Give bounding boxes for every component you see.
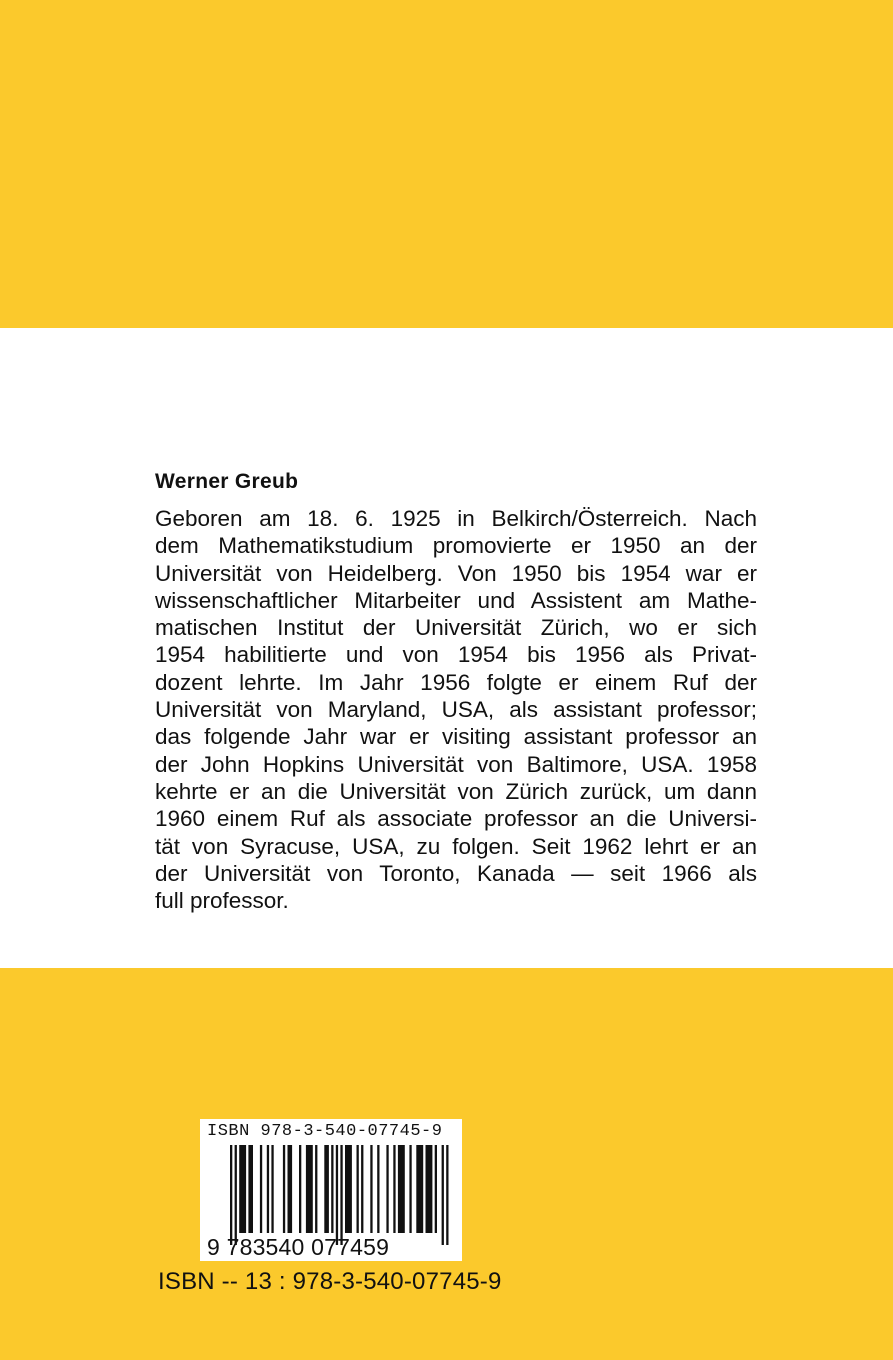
barcode-bar (288, 1145, 293, 1233)
bio-line: 1960 einem Ruf als associate professor an die Universi- (155, 806, 757, 832)
barcode-bar (426, 1145, 433, 1233)
bio-line: full professor. (155, 888, 289, 914)
barcode-bar (416, 1145, 423, 1233)
bio-line: Universität von Heidelberg. Von 1950 bis 1954 war er (155, 560, 757, 586)
isbn-barcode (200, 1119, 462, 1261)
bio-line: der Universität von Toronto, Kanada — seit 1966 als (155, 860, 757, 886)
barcode-bar (267, 1145, 269, 1233)
barcode-bar (315, 1145, 317, 1233)
barcode-bar (324, 1145, 329, 1233)
author-biography (155, 505, 757, 914)
barcode-bar (283, 1145, 285, 1233)
barcode-digits: 9 783540 077459 (207, 1234, 390, 1260)
barcode-bar (345, 1145, 352, 1233)
bio-line: tät von Syracuse, USA, zu folgen. Seit 1962 lehrt er an (155, 833, 757, 859)
barcode-bar (239, 1145, 246, 1233)
barcode-bar (331, 1145, 333, 1233)
bio-line: Universität von Maryland, USA, als assistant professor; (155, 697, 757, 723)
barcode-bar (235, 1145, 237, 1245)
barcode-bar (357, 1145, 359, 1233)
barcode-bar (442, 1145, 444, 1245)
bio-line: der John Hopkins Universität von Baltimore, USA. 1958 (155, 751, 757, 777)
bio-line: dozent lehrte. Im Jahr 1956 folgte er einem Ruf der (155, 669, 757, 695)
barcode-bar (260, 1145, 262, 1233)
author-name: Werner Greub (155, 470, 299, 493)
barcode-bar (386, 1145, 388, 1233)
barcode-bar (230, 1145, 232, 1245)
barcode-bar (299, 1145, 301, 1233)
barcode-bar (361, 1145, 363, 1233)
barcode-bar (393, 1145, 395, 1233)
barcode-bar (248, 1145, 253, 1233)
bio-line: 1954 habilitierte und von 1954 bis 1956 als Privat- (155, 642, 757, 668)
barcode-bar (306, 1145, 313, 1233)
barcode-bar (435, 1145, 437, 1233)
barcode-bar (271, 1145, 273, 1233)
bio-line: das folgende Jahr war er visiting assistant professor an (155, 724, 757, 750)
barcode-bar (409, 1145, 411, 1233)
bio-line: kehrte er an die Universität von Zürich zurück, um dann (155, 778, 757, 804)
barcode-bar (340, 1145, 342, 1245)
barcode-isbn-label: ISBN 978-3-540-07745-9 (207, 1122, 443, 1141)
bio-line: Geboren am 18. 6. 1925 in Belkirch/Österreich. Nach (155, 506, 757, 531)
barcode-bar (336, 1145, 338, 1245)
cover-top-band (0, 0, 893, 328)
bio-line: wissenschaftlicher Mitarbeiter und Assistent am Mathe- (155, 587, 757, 613)
barcode-bar (446, 1145, 448, 1245)
isbn-13-text: ISBN -- 13 : 978-3-540-07745-9 (158, 1268, 502, 1295)
bio-line: dem Mathematikstudium promovierte er 1950 an der (155, 533, 757, 559)
barcode-bar (398, 1145, 405, 1233)
bio-line: matischen Institut der Universität Zürich, wo er sich (155, 615, 757, 641)
barcode-bar (377, 1145, 379, 1233)
barcode-bar (370, 1145, 372, 1233)
